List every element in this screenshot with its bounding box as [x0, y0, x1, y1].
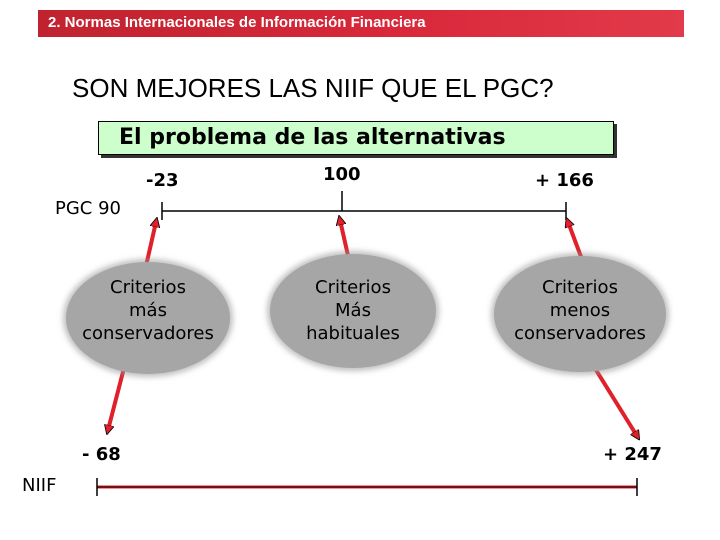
criteria-line: habituales	[306, 323, 400, 344]
criteria-line: Criterios	[315, 277, 391, 298]
main-title: SON MEJORES LAS NIIF QUE EL PGC?	[72, 73, 554, 103]
criteria-line: conservadores	[82, 323, 214, 344]
criteria-text-habitual	[270, 276, 436, 345]
subtitle-text: El problema de las alternativas	[119, 125, 506, 150]
niif-value-right: + 247	[603, 444, 662, 465]
criteria-line: Más	[335, 300, 371, 321]
arrow-left-up	[146, 222, 156, 266]
criteria-text-conservative	[66, 276, 230, 345]
niif-label: NIIF	[22, 475, 57, 496]
criteria-line: Criterios	[542, 277, 618, 298]
arrow-right-down	[596, 370, 637, 436]
pgc-label: PGC 90	[55, 198, 121, 219]
criteria-line: más	[129, 300, 167, 321]
pgc-value-left: -23	[146, 170, 179, 191]
criteria-line: conservadores	[514, 323, 646, 344]
header-title: 2. Normas Internacionales de Información Financiera	[48, 14, 426, 31]
arrow-left-down	[108, 368, 124, 430]
criteria-line: Criterios	[110, 277, 186, 298]
pgc-value-center: 100	[323, 164, 361, 185]
pgc-value-right: + 166	[535, 170, 594, 191]
niif-value-left: - 68	[82, 444, 121, 465]
criteria-text-less-conservative	[494, 276, 666, 345]
criteria-line: menos	[549, 300, 611, 321]
